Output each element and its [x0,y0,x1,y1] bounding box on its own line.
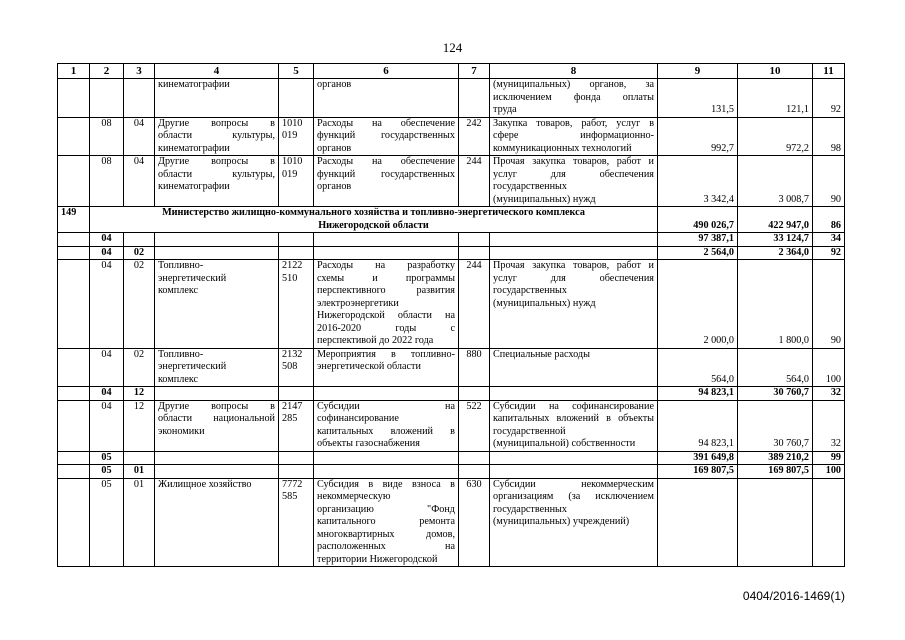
cell-col9: 169 807,5 [658,465,738,479]
cell-col5 [279,260,314,349]
cell-col6 [314,465,459,479]
cell-line: 1010 [282,156,303,167]
cell-line: Субсидии некоммерческим [493,478,654,490]
cell-col3: 12 [124,387,155,401]
cell-col2: 04 [90,400,124,451]
cell-col7: 244 [459,156,490,207]
cell-col7 [459,387,490,401]
cell-col10: 33 124,7 [738,233,813,247]
cell-line: Топливно- [158,348,204,360]
cell-col11: 100 [813,465,845,479]
section-total-row [58,451,845,465]
cell-col3: 12 [124,400,155,451]
cell-line: 285 [282,413,298,424]
table-row [58,156,845,207]
cell-col5 [279,451,314,465]
column-header-11: 11 [813,64,845,79]
cell-col1 [58,451,90,465]
cell-col3: 02 [124,348,155,387]
cell-line: Прочая закупка товаров, работ и [493,156,654,167]
cell-line: капитальных вложений в [317,425,455,437]
cell-line: экономики [158,425,205,437]
cell-col9 [658,478,738,567]
cell-col2: 04 [90,387,124,401]
column-header-1: 1 [58,64,90,79]
cell-col7 [459,465,490,479]
cell-line: (муниципальных) нужд [493,193,596,205]
cell-line: капитального ремонта [317,516,455,527]
cell-col9: 97 387,1 [658,233,738,247]
cell-col8 [490,156,658,207]
cell-col5 [279,233,314,247]
cell-col2: 05 [90,451,124,465]
cell-col2: 08 [90,117,124,156]
cell-line: услуг для обеспечения [493,272,654,284]
cell-line: (муниципальных) органов, за [493,79,654,90]
cell-col2: 04 [90,260,124,349]
table-row [58,400,845,451]
cell-line: кинематографии [158,142,230,154]
cell-line: 1010 [282,117,303,129]
cell-line: схемы и программы [317,272,455,284]
cell-col11: 92 [813,246,845,260]
cell-line: 7772 [282,478,303,490]
cell-col5 [279,156,314,207]
cell-col3 [124,233,155,247]
cell-col5 [279,246,314,260]
cell-line: организацию "Фонд [317,503,455,515]
cell-col11: 90 [813,156,845,207]
cell-line: 2132 [282,348,303,360]
cell-col1 [58,465,90,479]
cell-col11: 90 [813,260,845,349]
page-number: 124 [442,40,463,55]
cell-col5 [279,400,314,451]
cell-col2: 08 [90,156,124,207]
cell-line: Мероприятия в топливно- [317,348,455,360]
cell-line: Топливно- [158,260,204,271]
cell-line: Прочая закупка товаров, работ и [493,260,654,271]
cell-col3 [124,79,155,118]
table-header-row [58,64,845,79]
cell-line: перспективой до 2022 года [317,335,434,346]
cell-col11 [813,478,845,567]
cell-line: энергетической области [317,361,421,372]
cell-col11: 86 [813,207,845,233]
cell-col6 [314,260,459,349]
cell-col7 [459,451,490,465]
cell-col1 [58,387,90,401]
cell-line: 2016-2020 годы с [317,322,455,334]
cell-col8 [490,260,658,349]
cell-col7: 522 [459,400,490,451]
cell-col4 [155,478,279,567]
cell-col3: 01 [124,465,155,479]
cell-col1 [58,348,90,387]
cell-col3: 02 [124,246,155,260]
cell-line: области культуры, [158,130,275,141]
section-total-row [58,387,845,401]
cell-line: органов [317,79,352,90]
cell-col9: 94 823,1 [658,400,738,451]
cell-line: Субсидии на [317,400,455,412]
cell-col11: 100 [813,348,845,387]
cell-line: Другие вопросы в [158,156,275,167]
cell-col4 [155,246,279,260]
cell-col5 [279,79,314,118]
cell-col6 [314,478,459,567]
cell-line: Субсидия в виде взноса в [317,478,455,490]
cell-col1 [58,79,90,118]
table-body [58,64,845,567]
title-line: Министерство жилищно-коммунального хозяйства и топливно-энергетического комплекса [162,207,585,218]
cell-col2: 04 [90,246,124,260]
cell-line: 510 [282,272,298,284]
cell-col8 [490,451,658,465]
cell-line: исключением фонда оплаты [493,91,654,103]
cell-line: органов [317,181,352,192]
cell-col3: 01 [124,478,155,567]
cell-col6 [314,451,459,465]
cell-line: Расходы на разработку [317,260,455,271]
column-header-10: 10 [738,64,813,79]
table-row [58,117,845,156]
cell-line: сфере информационно- [493,130,654,141]
column-header-7: 7 [459,64,490,79]
cell-col4 [155,387,279,401]
cell-col6 [314,79,459,118]
cell-col9: 490 026,7 [658,207,738,233]
cell-line: услуг для обеспечения [493,168,654,180]
cell-line: многоквартирных домов, [317,528,455,540]
cell-line: Расходы на обеспечение [317,117,455,129]
cell-col7: 630 [459,478,490,567]
cell-col10: 30 760,7 [738,400,813,451]
cell-col6 [314,117,459,156]
cell-col6 [314,233,459,247]
cell-line: государственных [493,503,567,515]
cell-line: капитальных вложений в объекты [493,413,654,424]
cell-col1 [58,400,90,451]
cell-col2 [90,79,124,118]
cell-line: (муниципальных) нужд [493,297,596,309]
cell-col9: 564,0 [658,348,738,387]
cell-col8 [490,400,658,451]
cell-line: объекты газоснабжения [317,438,420,449]
cell-col8 [490,233,658,247]
cell-col5 [279,348,314,387]
cell-col9: 992,7 [658,117,738,156]
cell-line: территории Нижегородской [317,553,438,565]
cell-col6 [314,387,459,401]
cell-col1 [58,260,90,349]
cell-col4 [155,233,279,247]
cell-col8 [490,348,658,387]
cell-col8 [490,246,658,260]
cell-col1 [58,246,90,260]
cell-col8 [490,478,658,567]
cell-line: Закупка товаров, работ, услуг в [493,117,654,129]
cell-col7 [459,246,490,260]
cell-line: области культуры, [158,168,275,180]
document-code: 0404/2016-1469(1) [742,589,845,603]
cell-col7: 244 [459,260,490,349]
cell-col2: 05 [90,465,124,479]
ministry-row [58,207,845,233]
cell-line: организациям (за исключением [493,491,654,502]
cell-line: кинематографии [158,79,230,90]
table-row [58,478,845,567]
cell-line: 585 [282,491,298,502]
cell-col11: 98 [813,117,845,156]
cell-line: Расходы на обеспечение [317,156,455,167]
cell-col10: 422 947,0 [738,207,813,233]
cell-line: функций государственных [317,130,455,141]
cell-col2: 04 [90,348,124,387]
cell-line: кинематографии [158,181,230,192]
cell-col11: 32 [813,387,845,401]
cell-col7: 242 [459,117,490,156]
cell-line: софинансирование [317,413,399,424]
cell-col9: 3 342,4 [658,156,738,207]
cell-col11: 92 [813,79,845,118]
cell-line: Другие вопросы в [158,400,275,412]
cell-col5 [279,387,314,401]
cell-col8 [490,465,658,479]
column-header-5: 5 [279,64,314,79]
section-total-row [58,465,845,479]
cell-line: 508 [282,361,298,372]
cell-col4 [155,451,279,465]
cell-line: 2122 [282,260,303,271]
cell-col10: 3 008,7 [738,156,813,207]
cell-col4 [155,400,279,451]
cell-line: Нижегородской области на [317,310,455,321]
cell-line: комплекс [158,373,199,385]
cell-col6 [314,246,459,260]
cell-col4 [155,260,279,349]
cell-col1 [58,117,90,156]
cell-col5 [279,478,314,567]
cell-col3: 04 [124,117,155,156]
cell-col1: 149 [58,207,90,233]
column-header-3: 3 [124,64,155,79]
cell-line: некоммерческую [317,491,391,502]
cell-col9: 94 823,1 [658,387,738,401]
column-header-8: 8 [490,64,658,79]
cell-col8 [490,387,658,401]
cell-col10: 121,1 [738,79,813,118]
cell-col4 [155,156,279,207]
cell-line: 019 [282,168,298,180]
cell-col9: 131,5 [658,79,738,118]
cell-line: энергетический [158,272,227,284]
cell-line: государственной [493,425,566,437]
cell-line: (муниципальных) учреждений) [493,516,630,527]
cell-line: Специальные расходы [493,348,590,360]
cell-col6 [314,156,459,207]
cell-line: Субсидии на софинансирование [493,400,654,412]
cell-col1 [58,478,90,567]
cell-line: 2147 [282,400,303,412]
cell-col7 [459,233,490,247]
cell-col4 [155,79,279,118]
section-total-row [58,233,845,247]
cell-col9: 2 000,0 [658,260,738,349]
ministry-title [90,207,658,233]
cell-line: энергетический [158,361,227,372]
cell-line: государственных [493,285,567,296]
cell-line: комплекс [158,285,199,296]
cell-col11: 99 [813,451,845,465]
cell-line: 019 [282,130,298,141]
cell-col2: 04 [90,233,124,247]
cell-col4 [155,117,279,156]
column-header-2: 2 [90,64,124,79]
cell-line: органов [317,142,352,154]
cell-col6 [314,348,459,387]
cell-col10: 564,0 [738,348,813,387]
cell-col10: 389 210,2 [738,451,813,465]
cell-col8 [490,79,658,118]
cell-line: Другие вопросы в [158,117,275,129]
cell-col5 [279,465,314,479]
cell-col11: 32 [813,400,845,451]
cell-col10: 30 760,7 [738,387,813,401]
cell-line: области национальной [158,413,275,424]
cell-line: Жилищное хозяйство [158,478,252,490]
cell-col7 [459,79,490,118]
column-header-6: 6 [314,64,459,79]
cell-col4 [155,465,279,479]
cell-col3: 04 [124,156,155,207]
cell-col8 [490,117,658,156]
cell-line: (муниципальной) собственности [493,438,636,449]
cell-col1 [58,156,90,207]
cell-col10: 1 800,0 [738,260,813,349]
cell-col3 [124,451,155,465]
cell-line: перспективного развития [317,285,455,296]
cell-line: коммуникационных технологий [493,142,632,154]
cell-line: государственных [493,181,567,192]
section-total-row [58,246,845,260]
cell-col3: 02 [124,260,155,349]
cell-line: функций государственных [317,168,455,180]
table-row [58,79,845,118]
cell-line: электроэнергетики [317,297,399,309]
table-row [58,260,845,349]
cell-col10: 169 807,5 [738,465,813,479]
cell-col9: 2 564,0 [658,246,738,260]
budget-table [57,63,845,567]
cell-col10: 972,2 [738,117,813,156]
cell-col10: 2 364,0 [738,246,813,260]
cell-col9: 391 649,8 [658,451,738,465]
cell-line: труда [493,104,517,115]
column-header-9: 9 [658,64,738,79]
cell-col6 [314,400,459,451]
table-row [58,348,845,387]
cell-col10 [738,478,813,567]
title-line: Нижегородской области [318,219,429,231]
cell-col11: 34 [813,233,845,247]
cell-col4 [155,348,279,387]
cell-col1 [58,233,90,247]
cell-col7: 880 [459,348,490,387]
column-header-4: 4 [155,64,279,79]
cell-col5 [279,117,314,156]
cell-col2: 05 [90,478,124,567]
cell-line: расположенных на [317,541,455,552]
